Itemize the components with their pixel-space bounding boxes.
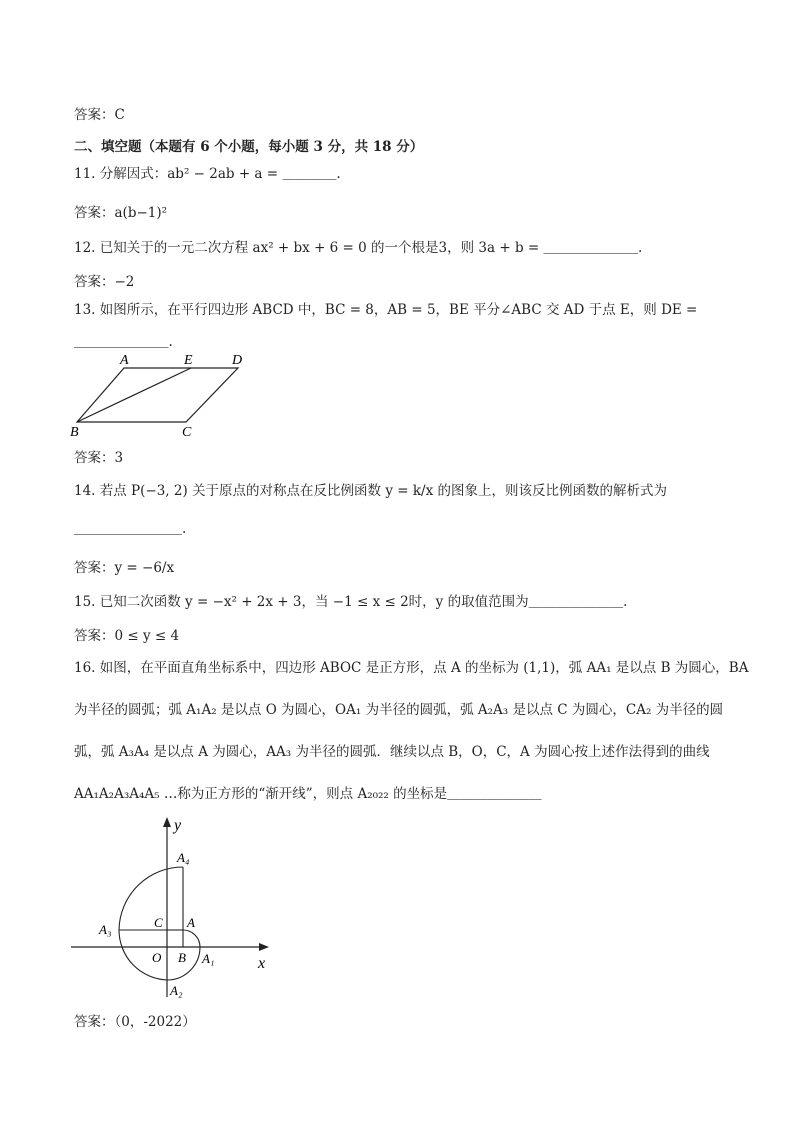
- question-16-line-4: AA₁A₂A₃A₄A₅ …称为正方形的“渐开线”，则点 A₂₀₂₂ 的坐标是＿＿＿＿＿＿＿: [74, 786, 542, 802]
- label-a: A: [120, 354, 129, 368]
- label-a2: A₂: [170, 983, 183, 998]
- label-a1: A₁: [202, 951, 215, 966]
- answer-13: 答案：3: [74, 450, 124, 466]
- question-15: 15. 已知二次函数 y = −x² + 2x + 3，当 −1 ≤ x ≤ 2时，y 的取值范围为＿＿＿＿＿＿＿.: [74, 594, 628, 610]
- arc-a-a1: [183, 930, 200, 947]
- segment-be: [77, 368, 191, 422]
- arc-a3-a4: [119, 867, 183, 930]
- label-c: C: [182, 425, 192, 440]
- involute-figure: [66, 812, 286, 1004]
- label-y: y: [174, 817, 182, 834]
- question-14-line-1: 14. 若点 P(−3, 2) 关于原点的对称点在反比例函数 y = k/x 的图象上，则该反比例函数的解析式为: [74, 483, 667, 499]
- x-axis-arrow: [259, 943, 269, 951]
- label-o: O: [152, 950, 162, 965]
- question-13-line-2: ＿＿＿＿＿＿＿.: [74, 334, 173, 350]
- label-e: E: [184, 354, 193, 368]
- parallelogram-abcd: [77, 368, 238, 422]
- y-axis-arrow: [163, 817, 171, 827]
- label-a4: A₄: [177, 850, 190, 865]
- label-b: B: [178, 950, 186, 965]
- question-16-line-1: 16. 如图，在平面直角坐标系中，四边形 ABOC 是正方形，点 A 的坐标为 (1,1)，弧 AA₁ 是以点 B 为圆心，BA: [74, 660, 749, 676]
- answer-11: 答案：a(b−1)²: [74, 205, 168, 221]
- label-a3: A₃: [99, 922, 112, 937]
- question-14-line-2: ＿＿＿＿＿＿＿＿.: [74, 521, 187, 537]
- label-d: D: [232, 354, 243, 368]
- label-x: x: [258, 955, 266, 972]
- label-c: C: [154, 915, 163, 930]
- answer-16: 答案：（0，-2022）: [74, 1014, 196, 1030]
- label-a: A: [187, 915, 195, 930]
- answer-15: 答案：0 ≤ y ≤ 4: [74, 628, 180, 644]
- answer-10: 答案：C: [74, 107, 125, 123]
- answer-12: 答案：−2: [74, 274, 135, 290]
- label-b: B: [70, 425, 79, 440]
- question-16-line-2: 为半径的圆弧；弧 A₁A₂ 是以点 O 为圆心，OA₁ 为半径的圆弧，弧 A₂A₃ 是以点 C 为圆心，CA₂ 为半径的圆: [74, 702, 724, 718]
- answer-14: 答案：y = −6/x: [74, 560, 175, 576]
- parallelogram-figure: [66, 354, 266, 440]
- question-16-line-3: 弧，弧 A₃A₄ 是以点 A 为圆心，AA₃ 为半径的圆弧．继续以点 B，O，C，A 为圆心按上述作法得到的曲线: [74, 744, 710, 760]
- question-11: 11. 分解因式：ab² − 2ab + a = ＿＿＿＿.: [74, 166, 341, 182]
- section-heading: 二、填空题（本题有 6 个小题，每小题 3 分，共 18 分）: [74, 139, 424, 155]
- question-12: 12. 已知关于的一元二次方程 ax² + bx + 6 = 0 的一个根是3，则 3a + b = ＿＿＿＿＿＿＿.: [74, 240, 643, 256]
- question-13-line-1: 13. 如图所示，在平行四边形 ABCD 中，BC = 8，AB = 5，BE 平分∠ABC 交 AD 于点 E，则 DE =: [74, 302, 698, 318]
